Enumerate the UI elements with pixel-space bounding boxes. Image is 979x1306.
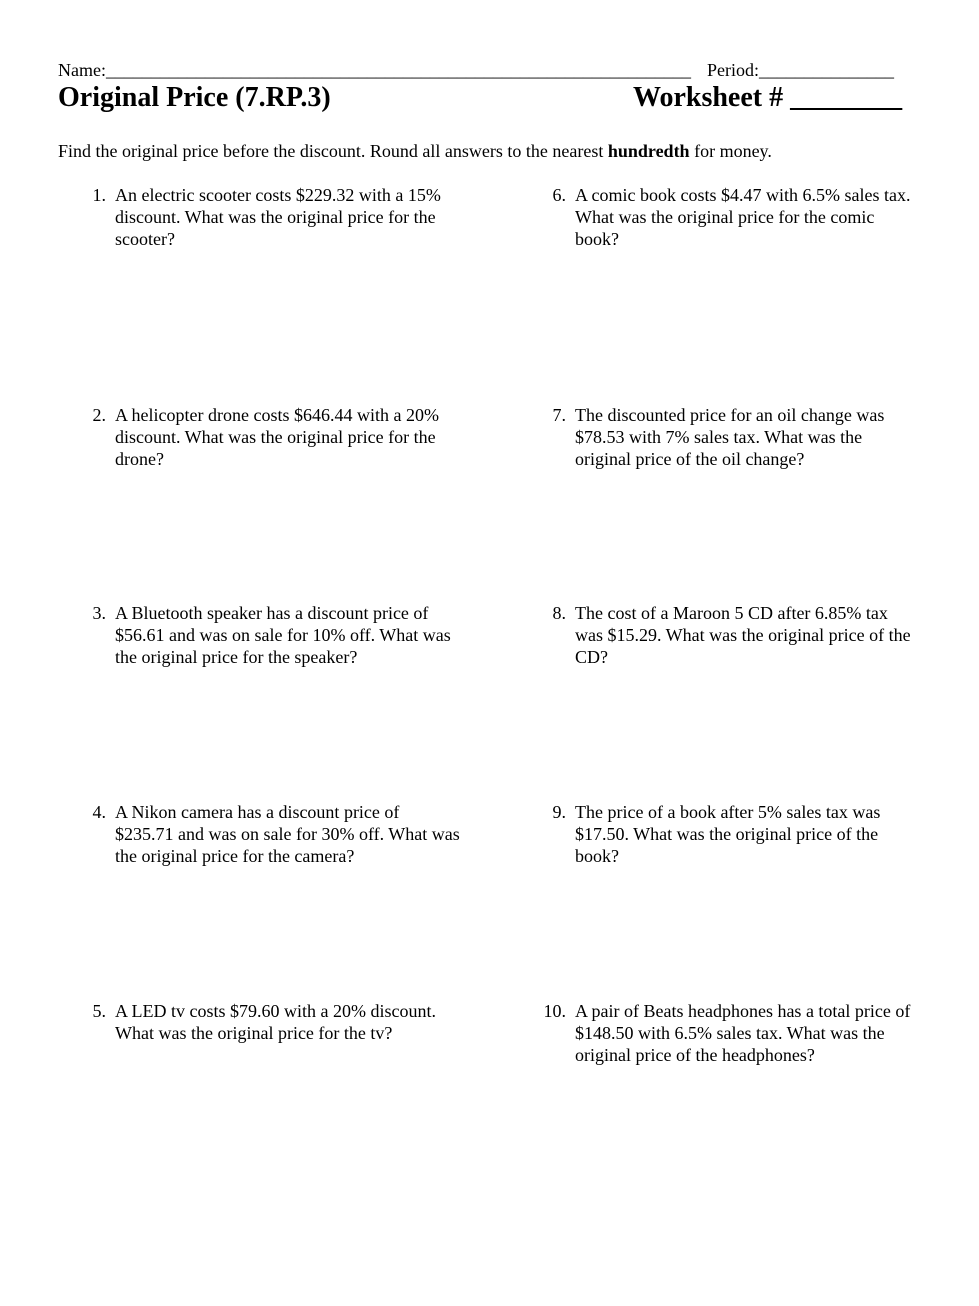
worksheet-number: Worksheet # ________ (633, 82, 903, 113)
problem-number: 1. (92, 185, 106, 205)
name-field[interactable] (58, 59, 691, 81)
instructions-text-after: for money. (689, 141, 772, 161)
problem-text: A Bluetooth speaker has a discount price of $56.61 and was on sale for 10% off. What was the original price for the speaker? (115, 603, 451, 667)
problem-text: A helicopter drone costs $646.44 with a 20% discount. What was the original price for the drone? (115, 405, 439, 469)
period-label: Period: (707, 60, 759, 80)
problem-number: 4. (92, 802, 106, 822)
problem-text: An electric scooter costs $229.32 with a 15% discount. What was the original price for the scooter? (115, 185, 441, 249)
problem-number: 5. (92, 1001, 106, 1021)
instructions (58, 140, 772, 162)
problem-text: A Nikon camera has a discount price of $235.71 and was on sale for 30% off. What was the original price for the camera? (115, 802, 460, 866)
problem-text: A LED tv costs $79.60 with a 20% discount. What was the original price for the tv? (115, 1001, 436, 1043)
problem-number: 9. (552, 802, 566, 822)
problem-text: The price of a book after 5% sales tax was $17.50. What was the original price of the book? (575, 802, 881, 866)
instructions-text-before: Find the original price before the discount. Round all answers to the nearest (58, 141, 608, 161)
name-label: Name: (58, 60, 106, 80)
name-blank[interactable]: _________________________________________________________________ (105, 60, 691, 80)
period-field[interactable] (707, 59, 894, 81)
problem-text: A comic book costs $4.47 with 6.5% sales tax. What was the original price for the comic book? (575, 185, 911, 249)
page-title: Original Price (7.RP.3) (58, 82, 331, 113)
problem-text: A pair of Beats headphones has a total price of $148.50 with 6.5% sales tax. What was the original price of the headphones? (575, 1001, 911, 1065)
problem-text: The cost of a Maroon 5 CD after 6.85% tax was $15.29. What was the original price of the CD? (575, 603, 911, 667)
problem-number: 3. (92, 603, 106, 623)
problem-text: The discounted price for an oil change was $78.53 with 7% sales tax. What was the original price of the oil change? (575, 405, 885, 469)
problem-number: 7. (552, 405, 566, 425)
problem-number: 8. (552, 603, 566, 623)
problem-number: 2. (92, 405, 106, 425)
period-blank[interactable]: _______________ (759, 60, 894, 80)
problem-number: 10. (543, 1001, 566, 1021)
instructions-bold: hundredth (607, 141, 690, 161)
problem-number: 6. (552, 185, 566, 205)
